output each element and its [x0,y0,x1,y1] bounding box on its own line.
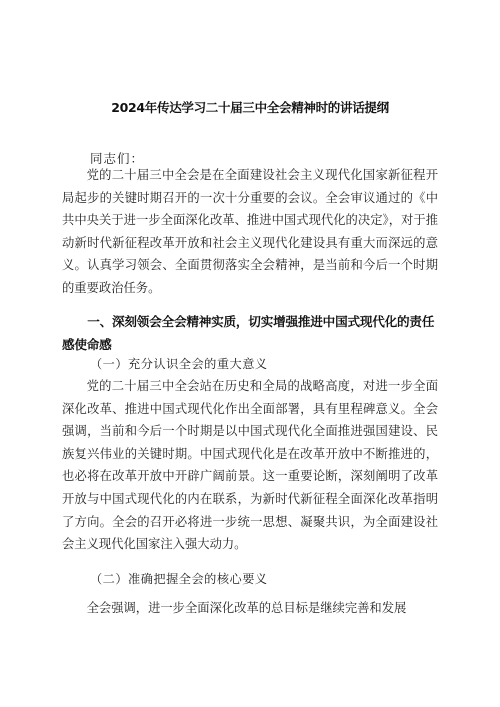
salutation: 同志们： [90,151,145,166]
section-heading-1: 一、深刻领会全会精神实质，切实增强推进中国式现代化的责任感使命感 [62,314,435,352]
document-title: 2024年传达学习二十届三中全会精神时的讲话提纲 [111,100,389,115]
intro-paragraph: 党的二十届三中全会是在全面建设社会主义现代化国家新征程开局起步的关键时期召开的一次十分重要的会议。全会审议通过的《中共中央关于进一步全面深化改革、推进中国式现代化的决定》，对于推动新时代新征程改革开放和社会主义现代化建设具有重大而深远的意义。认真学习领会、全面贯彻落实全会精神，是当前和今后一个时期的重要政治任务。 [62,168,438,295]
subsection-heading-1: （一）充分认识全会的重大意义 [90,357,268,371]
subsection-paragraph-2: 全会强调，进一步全面深化改革的总目标是继续完善和发展 [86,601,407,615]
subsection-paragraph-1: 党的二十届三中全会站在历史和全局的战略高度，对进一步全面深化改革、推进中国式现代化作出全面部署，具有里程碑意义。全会强调，当前和今后一个时期是以中国式现代化全面推进强国建设、民族复兴伟业的关键时期。中国式现代化是在改革开放中不断推进的，也必将在改革开放中开辟广阔前景。这一重要论断，深刻阐明了改革开放与中国式现代化的内在联系，为新时代新征程全面深化改革指明了方向。全会的召开必将进一步统一思想、凝聚共识，为全面建设社会主义现代化国家注入强大动力。 [62,379,438,552]
subsection-heading-2: （二）准确把握全会的核心要义 [90,572,268,586]
